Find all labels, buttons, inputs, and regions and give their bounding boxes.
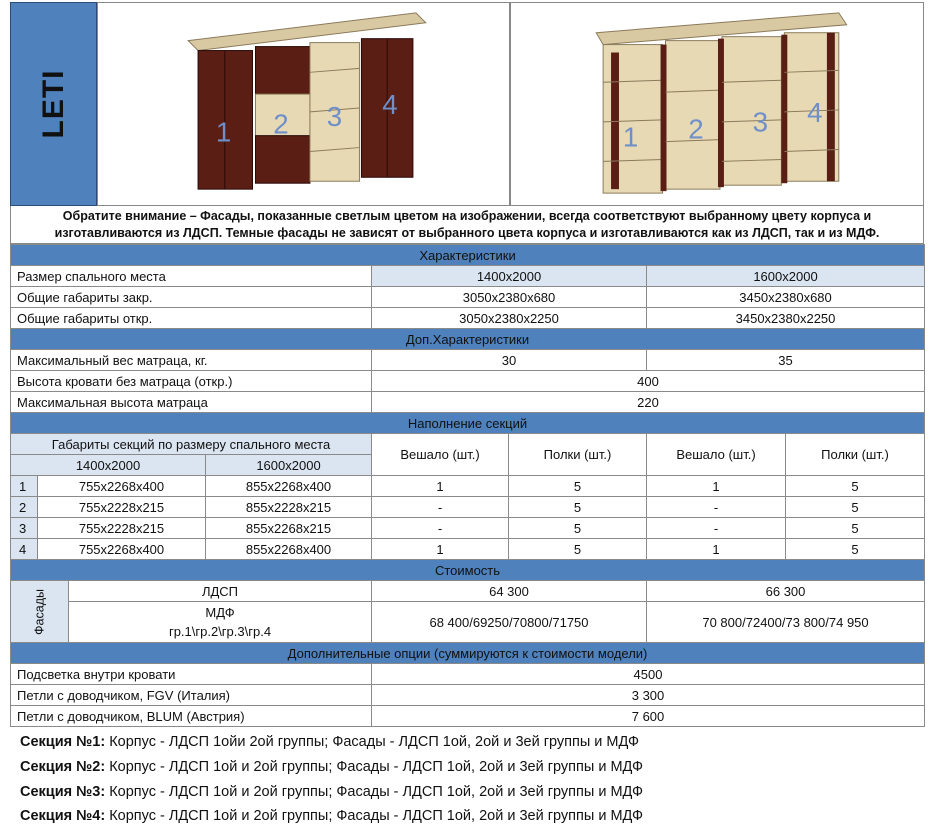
row-value: 66 300 bbox=[647, 581, 925, 602]
shelves-1600: 5 bbox=[786, 518, 925, 539]
row-label: ЛДСП bbox=[69, 581, 372, 602]
row-value: 35 bbox=[647, 350, 925, 371]
section-header: Дополнительные опции (суммируются к стоимости модели) bbox=[11, 643, 925, 664]
row-label: Общие габариты откр. bbox=[11, 308, 372, 329]
table-row bbox=[11, 581, 925, 602]
shelves-1600: 5 bbox=[786, 476, 925, 497]
closed-bed-drawing bbox=[98, 3, 509, 205]
dims-1400: 755x2268x400 bbox=[38, 539, 206, 560]
brand-name: LETI bbox=[36, 69, 70, 139]
table-row bbox=[11, 518, 925, 539]
size-header: 1400x2000 bbox=[11, 455, 206, 476]
footer-text: Корпус - ЛДСП 1ой и 2ой группы; Фасады - ЛДСП 1ой, 2ой и 3ей группы и МДФ bbox=[105, 808, 644, 824]
table-row bbox=[11, 392, 925, 413]
table-row bbox=[11, 287, 925, 308]
shelves-1400: 5 bbox=[509, 539, 647, 560]
row-value: 4500 bbox=[372, 664, 925, 685]
hanger-1400: 1 bbox=[372, 476, 509, 497]
size-header: 1600x2000 bbox=[206, 455, 372, 476]
row-value: 1600x2000 bbox=[647, 266, 925, 287]
footer-text: Корпус - ЛДСП 1ой и 2ой группы; Фасады - ЛДСП 1ой, 2ой и 3ей группы и МДФ bbox=[105, 784, 644, 800]
footer-line bbox=[20, 781, 920, 803]
hanger-1600: 1 bbox=[647, 539, 786, 560]
table-row bbox=[11, 539, 925, 560]
notice bbox=[10, 206, 924, 244]
table-row bbox=[11, 350, 925, 371]
section-number: 1 bbox=[215, 116, 232, 148]
hanger-1600: - bbox=[647, 518, 786, 539]
shelves-1400: 5 bbox=[509, 497, 647, 518]
shelves-1600: 5 bbox=[786, 539, 925, 560]
open-bed-image bbox=[510, 2, 924, 206]
section-num: 3 bbox=[11, 518, 38, 539]
dims-1600: 855x2228x215 bbox=[206, 497, 372, 518]
facades-label: Фасады bbox=[32, 588, 46, 635]
col-header-hanger: Вешало (шт.) bbox=[372, 434, 509, 476]
hanger-1600: - bbox=[647, 497, 786, 518]
dims-1600: 855x2268x400 bbox=[206, 539, 372, 560]
footer-text: Корпус - ЛДСП 1ойи 2ой группы; Фасады - ЛДСП 1ой, 2ой и 3ей группы и МДФ bbox=[105, 734, 640, 750]
footer-head: Секция №4: bbox=[20, 808, 106, 824]
hanger-1400: - bbox=[372, 518, 509, 539]
footer-text: Корпус - ЛДСП 1ой и 2ой группы; Фасады - ЛДСП 1ой, 2ой и 3ей группы и МДФ bbox=[105, 759, 644, 775]
dims-1600: 855x2268x400 bbox=[206, 476, 372, 497]
notice-line: Обратите внимание – Фасады, показанные светлым цветом на изображении, всегда соответствуют выбранному цвету корпуса и bbox=[62, 209, 872, 223]
table-row bbox=[11, 371, 925, 392]
table-row bbox=[11, 706, 925, 727]
row-value: 3450x2380x2250 bbox=[647, 308, 925, 329]
dims-1400: 755x2228x215 bbox=[38, 497, 206, 518]
col-header-shelves: Полки (шт.) bbox=[786, 434, 925, 476]
section-num: 4 bbox=[11, 539, 38, 560]
row-value: 3050x2380x680 bbox=[372, 287, 647, 308]
section-header: Наполнение секций bbox=[11, 413, 925, 434]
row-value: 220 bbox=[372, 392, 925, 413]
table-row bbox=[11, 664, 925, 685]
section-num: 2 bbox=[11, 497, 38, 518]
col-header-shelves: Полки (шт.) bbox=[509, 434, 647, 476]
row-value: 3050x2380x2250 bbox=[372, 308, 647, 329]
mdf-label: МДФ bbox=[205, 605, 235, 620]
shelves-1400: 5 bbox=[509, 518, 647, 539]
section-number: 4 bbox=[382, 88, 398, 120]
dims-1600: 855x2268x215 bbox=[206, 518, 372, 539]
footer-head: Секция №2: bbox=[20, 759, 106, 775]
hanger-1400: 1 bbox=[372, 539, 509, 560]
row-value: 3450x2380x680 bbox=[647, 287, 925, 308]
section-number: 2 bbox=[273, 108, 289, 140]
table-row bbox=[11, 266, 925, 287]
row-label: Максимальный вес матраца, кг. bbox=[11, 350, 372, 371]
row-label: Подсветка внутри кровати bbox=[11, 664, 372, 685]
hanger-1400: - bbox=[372, 497, 509, 518]
footer-line bbox=[20, 805, 920, 827]
section-num: 1 bbox=[11, 476, 38, 497]
dims-header: Габариты секций по размеру спального места bbox=[11, 434, 372, 455]
section-number: 4 bbox=[807, 96, 823, 128]
brand-cell bbox=[10, 2, 97, 206]
section-header: Характеристики bbox=[11, 245, 925, 266]
row-value: 1400x2000 bbox=[372, 266, 647, 287]
row-label: Максимальная высота матраца bbox=[11, 392, 372, 413]
shelves-1600: 5 bbox=[786, 497, 925, 518]
mdf-label-cell bbox=[69, 602, 372, 643]
row-value: 400 bbox=[372, 371, 925, 392]
table-row bbox=[11, 497, 925, 518]
section-number: 3 bbox=[752, 106, 769, 138]
section-header: Стоимость bbox=[11, 560, 925, 581]
section-number: 1 bbox=[622, 121, 639, 153]
mdf-groups: гр.1\гр.2\гр.3\гр.4 bbox=[168, 624, 272, 639]
footer-line bbox=[20, 731, 920, 753]
table-row bbox=[11, 602, 925, 643]
row-value: 7 600 bbox=[372, 706, 925, 727]
table-row bbox=[11, 308, 925, 329]
table-row bbox=[11, 476, 925, 497]
shelves-1400: 5 bbox=[509, 476, 647, 497]
footer-head: Секция №1: bbox=[20, 734, 106, 750]
notice-line: изготавливаются из ЛДСП. Темные фасады не зависят от выбранного цвета корпуса и изготавливаются как из ЛДСП, так и из МДФ. bbox=[54, 226, 880, 240]
row-value: 3 300 bbox=[372, 685, 925, 706]
open-bed-drawing bbox=[511, 3, 923, 205]
row-label: Высота кровати без матраца (откр.) bbox=[11, 371, 372, 392]
section-number: 2 bbox=[688, 113, 704, 145]
row-label: Общие габариты закр. bbox=[11, 287, 372, 308]
row-label: Размер спального места bbox=[11, 266, 372, 287]
row-value: 64 300 bbox=[372, 581, 647, 602]
dims-1400: 755x2228x215 bbox=[38, 518, 206, 539]
dims-1400: 755x2268x400 bbox=[38, 476, 206, 497]
row-value: 68 400/69250/70800/71750 bbox=[372, 602, 647, 643]
row-value: 70 800/72400/73 800/74 950 bbox=[647, 602, 925, 643]
footer-head: Секция №3: bbox=[20, 784, 106, 800]
facades-label-cell bbox=[11, 581, 69, 643]
closed-bed-image bbox=[97, 2, 510, 206]
row-label: Петли с доводчиком, BLUM (Австрия) bbox=[11, 706, 372, 727]
table-header-row bbox=[11, 434, 925, 455]
col-header-hanger: Вешало (шт.) bbox=[647, 434, 786, 476]
table-row bbox=[11, 685, 925, 706]
hanger-1600: 1 bbox=[647, 476, 786, 497]
row-label: Петли с доводчиком, FGV (Италия) bbox=[11, 685, 372, 706]
footer-line bbox=[20, 756, 920, 778]
row-value: 30 bbox=[372, 350, 647, 371]
section-header: Доп.Характеристики bbox=[11, 329, 925, 350]
section-number: 3 bbox=[326, 100, 343, 132]
spec-table bbox=[10, 244, 925, 727]
